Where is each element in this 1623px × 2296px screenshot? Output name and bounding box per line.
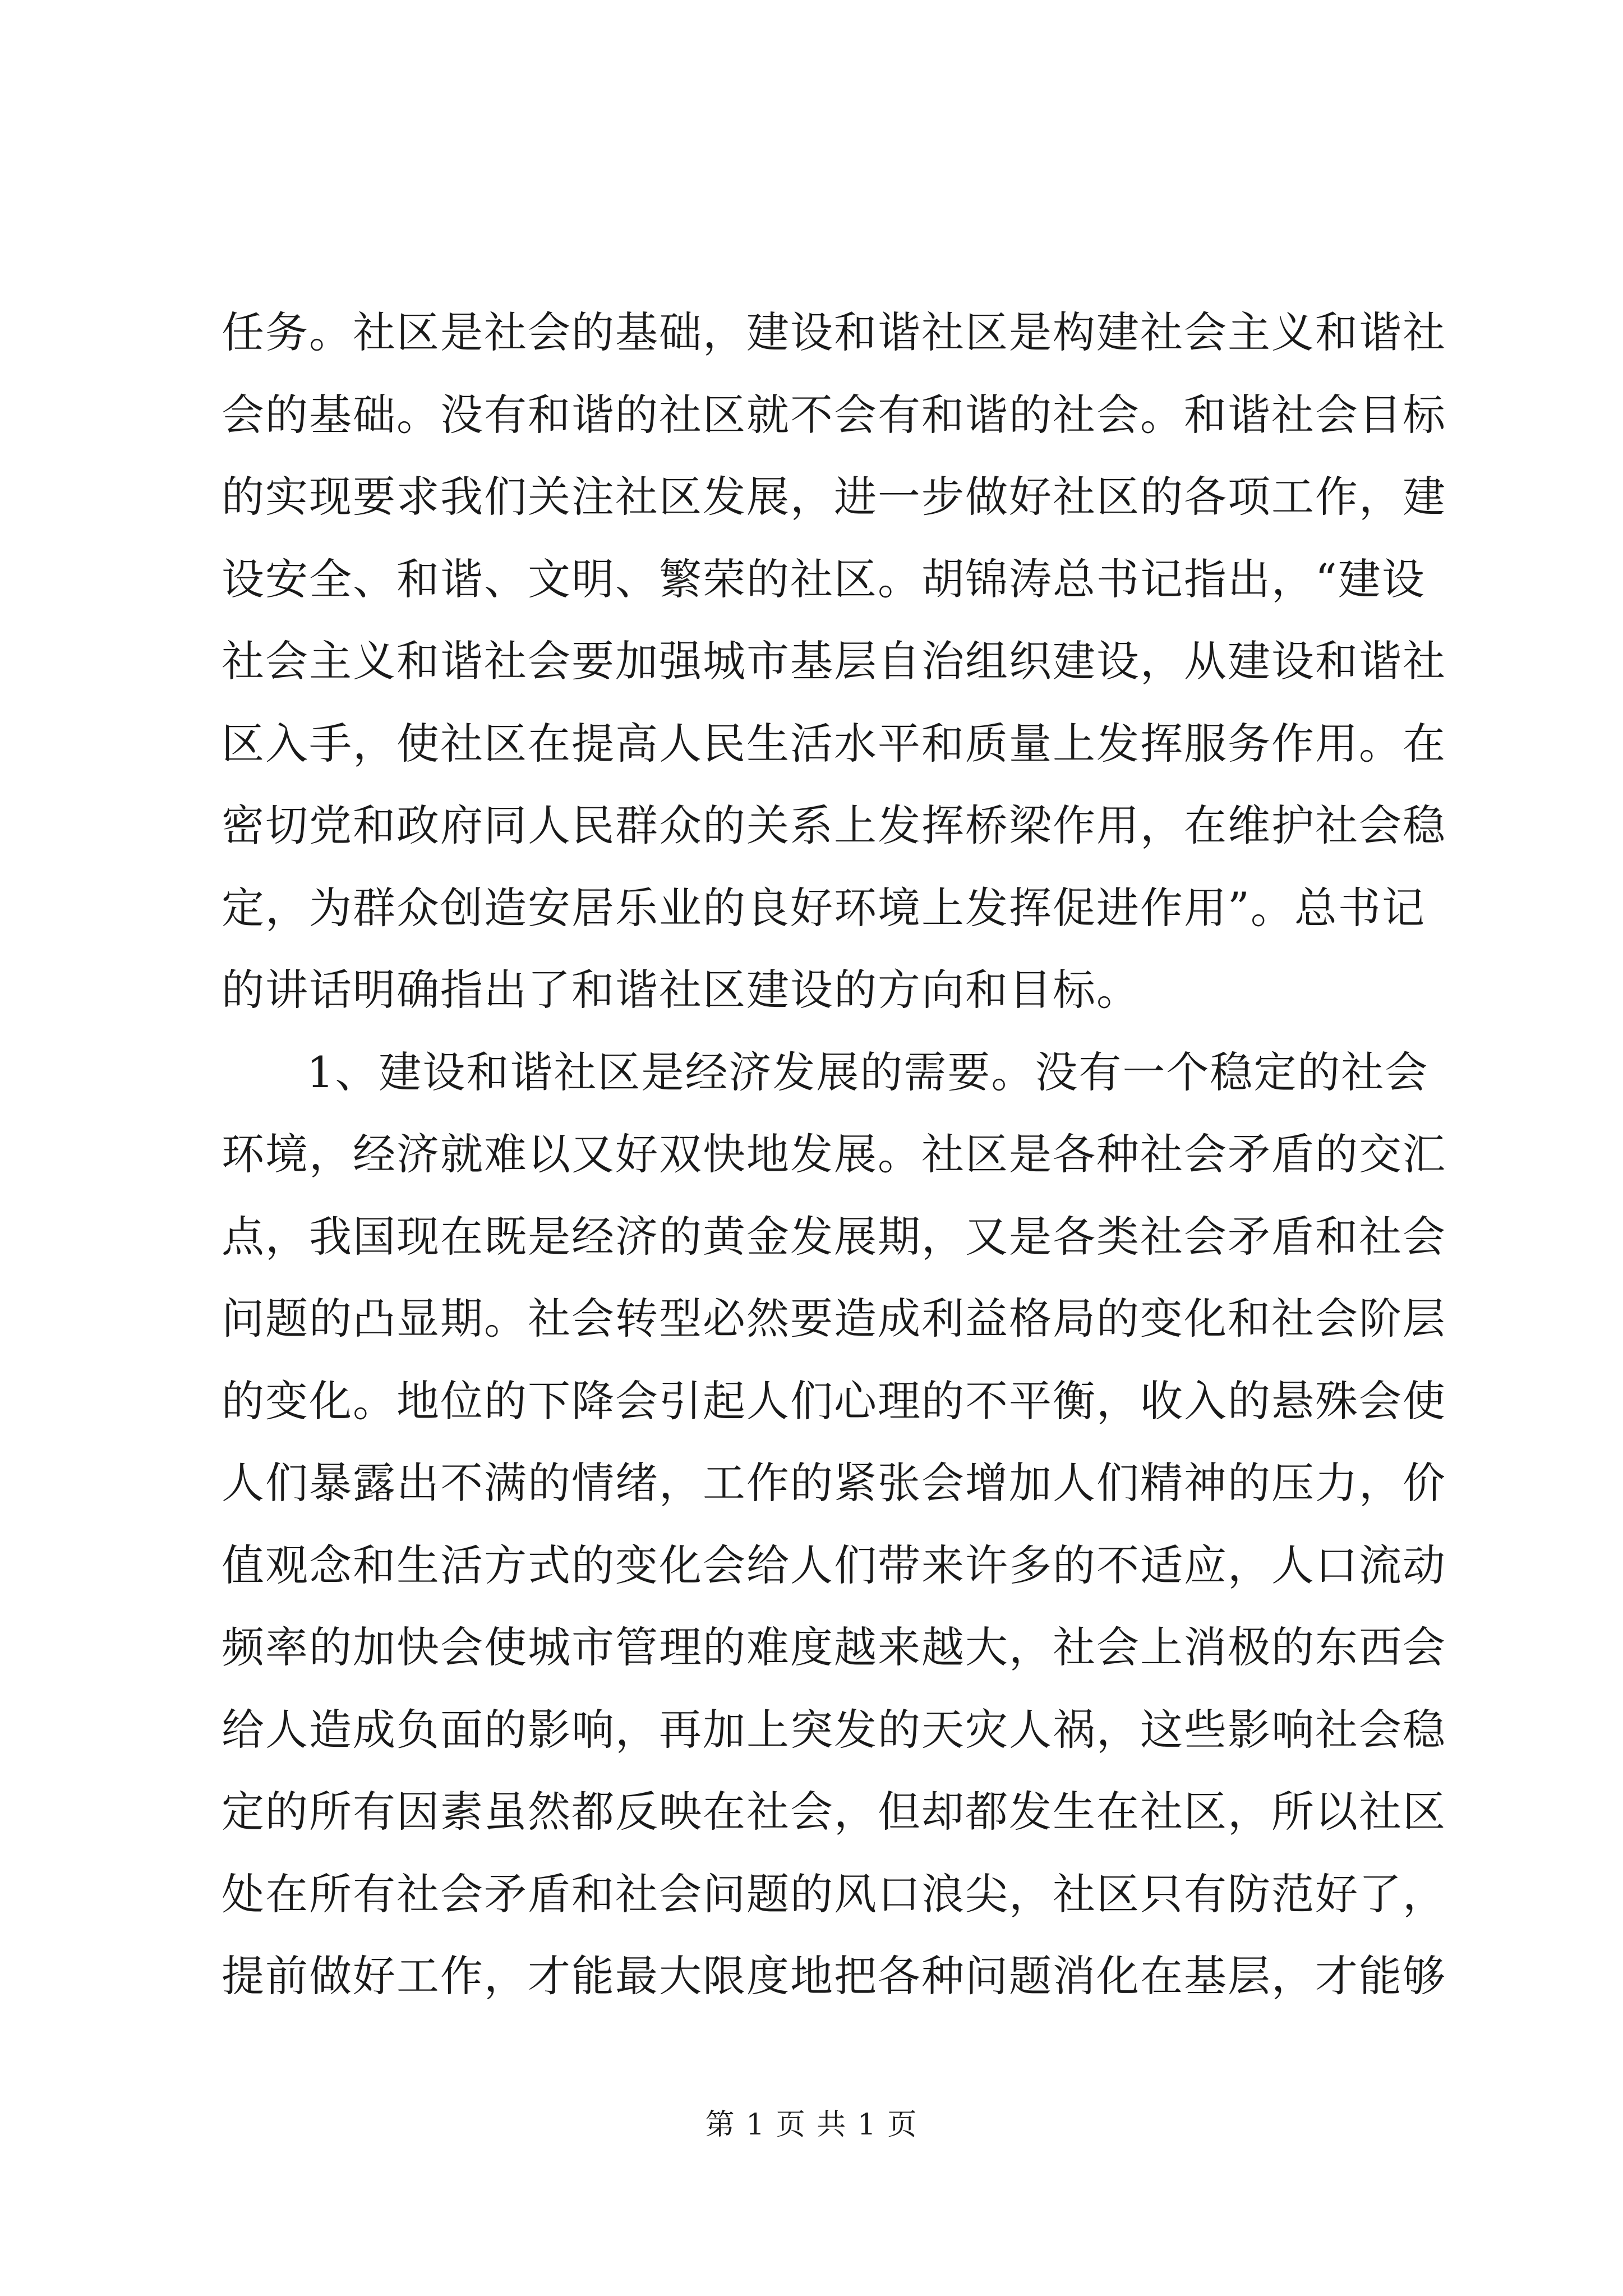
text-line: 任务。社区是社会的基础，建设和谐社区是构建社会主义和谐社 <box>222 307 1446 357</box>
text-line: 密切党和政府同人民群众的关系上发挥桥梁作用，在维护社会稳 <box>222 800 1446 850</box>
text-line: 的讲话明确指出了和谐社区建设的方向和目标。 <box>222 965 1140 1015</box>
text-line: 环境，经济就难以又好双快地发展。社区是各种社会矛盾的交汇 <box>222 1129 1446 1179</box>
text-line: 给人造成负面的影响，再加上突发的天灾人祸，这些影响社会稳 <box>222 1704 1446 1755</box>
text-line: 的实现要求我们关注社区发展，进一步做好社区的各项工作，建 <box>222 472 1446 522</box>
paragraph-1 <box>222 292 1446 1032</box>
text-line: 提前做好工作，才能最大限度地把各种问题消化在基层，才能够 <box>222 1951 1446 2001</box>
text-line: 定，为群众创造安居乐业的良好环境上发挥促进作用”。总书记 <box>222 882 1426 933</box>
text-line: 点，我国现在既是经济的黄金发展期，又是各类社会矛盾和社会 <box>222 1211 1446 1262</box>
text-line: 处在所有社会矛盾和社会问题的风口浪尖，社区只有防范好了， <box>222 1869 1446 1919</box>
text-line: 值观念和生活方式的变化会给人们带来许多的不适应，人口流动 <box>222 1540 1446 1590</box>
text-line: 人们暴露出不满的情绪，工作的紧张会增加人们精神的压力，价 <box>222 1458 1446 1508</box>
text-line: 区入手，使社区在提高人民生活水平和质量上发挥服务作用。在 <box>222 718 1446 769</box>
text-line: 会的基础。没有和谐的社区就不会有和谐的社会。和谐社会目标 <box>222 389 1446 440</box>
text-line: 频率的加快会使城市管理的难度越来越大，社会上消极的东西会 <box>222 1622 1446 1672</box>
paragraph-2 <box>222 1032 1446 2018</box>
text-line: 设安全、和谐、文明、繁荣的社区。胡锦涛总书记指出，“建设 <box>222 554 1426 604</box>
text-line: 定的所有因素虽然都反映在社会，但却都发生在社区，所以社区 <box>222 1787 1446 1837</box>
text-line: 社会主义和谐社会要加强城市基层自治组织建设，从建设和谐社 <box>222 636 1446 686</box>
text-line: 1、建设和谐社区是经济发展的需要。没有一个稳定的社会 <box>307 1047 1429 1097</box>
page-footer <box>0 2101 1623 2143</box>
text-line: 问题的凸显期。社会转型必然要造成利益格局的变化和社会阶层 <box>222 1294 1446 1343</box>
document-body <box>222 292 1446 2018</box>
text-line: 的变化。地位的下降会引起人们心理的不平衡，收入的悬殊会使 <box>222 1375 1446 1426</box>
page-number-label: 第 1 页 共 1 页 <box>705 2108 918 2142</box>
